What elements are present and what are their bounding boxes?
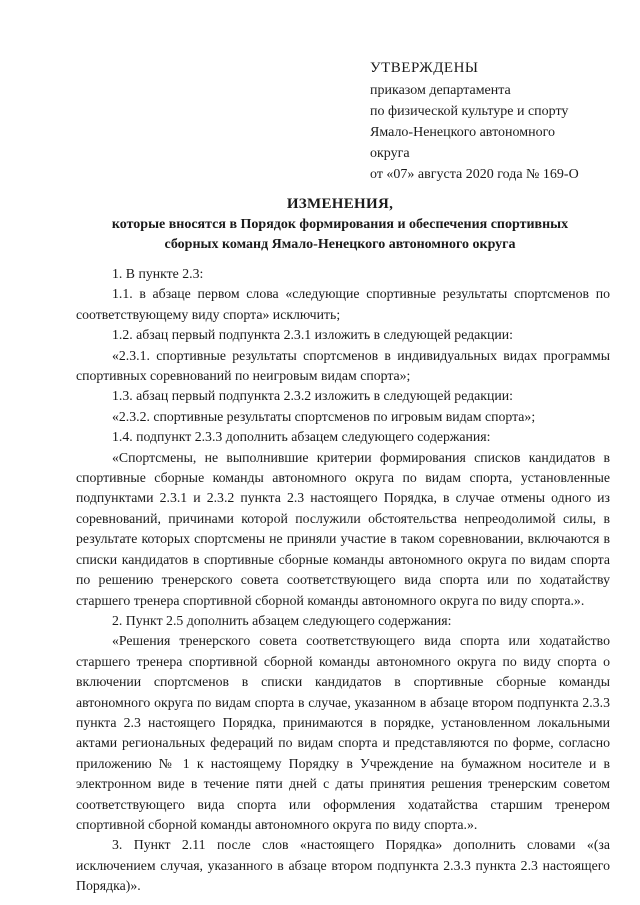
approval-line: приказом департамента [370,83,511,98]
paragraph: «2.3.2. спортивные результаты спортсменов по игровым видам спорта»; [112,408,536,424]
paragraph: 1. В пункте 2.3: [112,266,204,281]
document-subtitle-line: сборных команд Ямало-Ненецкого автономного округа [164,237,516,252]
approval-line: Ямало-Ненецкого автономного [370,125,555,140]
document-body [76,264,610,897]
approval-line: округа [370,146,410,161]
document-subtitle-line: которые вносятся в Порядок формирования и обеспечения спортивных [111,217,569,232]
paragraph: 3. Пункт 2.11 после слов «настоящего Порядка» дополнить словами «(за исключением случая, указанного в абзаце втором подпункта 2.3.3 пункта 2.3 настоящего Порядка)». [76,837,610,894]
paragraph: 1.1. в абзаце первом слова «следующие спортивные результаты спортсменов по соответствующему виду спорта» исключить; [76,286,610,322]
approval-block [370,56,630,185]
paragraph: «2.3.1. спортивные результаты спортсменов в индивидуальных видах программы спортивных соревнований по неигровым видам спорта»; [76,347,610,384]
approval-title: УТВЕРЖДЕНЫ [370,60,479,76]
document-heading [60,194,620,255]
paragraph: «Спортсмены, не выполнившие критерии формирования списков кандидатов в спортивные сборные команды автономного округа по видам спорта, установленные подпунктами 2.3.1 и 2.3.2 пункта 2.3 настоящего Порядка, в случае отмены одного из соревнований, причинами которой послужили обстоятельства непреодолимой силы, в результате которых спортсмены не приняли участие в таком соревновании, включаются в списки кандидатов в спортивные сборные команды автономного округа по видам спорта по решению тренерского совета соответствующего вида спорта или по ходатайству старшего тренера спортивной сборной команды автономного округа по виду спорта.». [76,449,610,608]
document-title: ИЗМЕНЕНИЯ, [286,196,394,212]
paragraph: 1.2. абзац первый подпункта 2.3.1 изложить в следующей редакции: [112,327,513,343]
paragraph: 2. Пункт 2.5 дополнить абзацем следующего содержания: [112,612,452,628]
paragraph: 1.4. подпункт 2.3.3 дополнить абзацем следующего содержания: [112,429,491,445]
paragraph: 1.3. абзац первый подпункта 2.3.2 изложить в следующей редакции: [112,388,513,404]
approval-line: от «07» августа 2020 года № 169-О [370,167,579,182]
paragraph: «Решения тренерского совета соответствующего вида спорта или ходатайство старшего тренера спортивной сборной команды автономного округа по виду спорта о включении спортсменов в списки кандидатов в спортивные сборные команды автономного округа по видам спорта в случае, указанном в абзаце втором подпункта 2.3.3 пункта 2.3 настоящего Порядка, принимаются в порядке, установленном локальными актами региональных федераций по видам спорта и представляются по форме, согласно приложению № 1 к настоящему Порядку в Учреждение на бумажном носителе и в электронном виде в течение пяти дней с даты принятия решения тренерским советом соответствующего вида спорта или оформления ходатайства старшим тренером спортивной сборной команды автономного округа по виду спорта.». [76,633,610,832]
approval-line: по физической культуре и спорту [370,104,569,119]
